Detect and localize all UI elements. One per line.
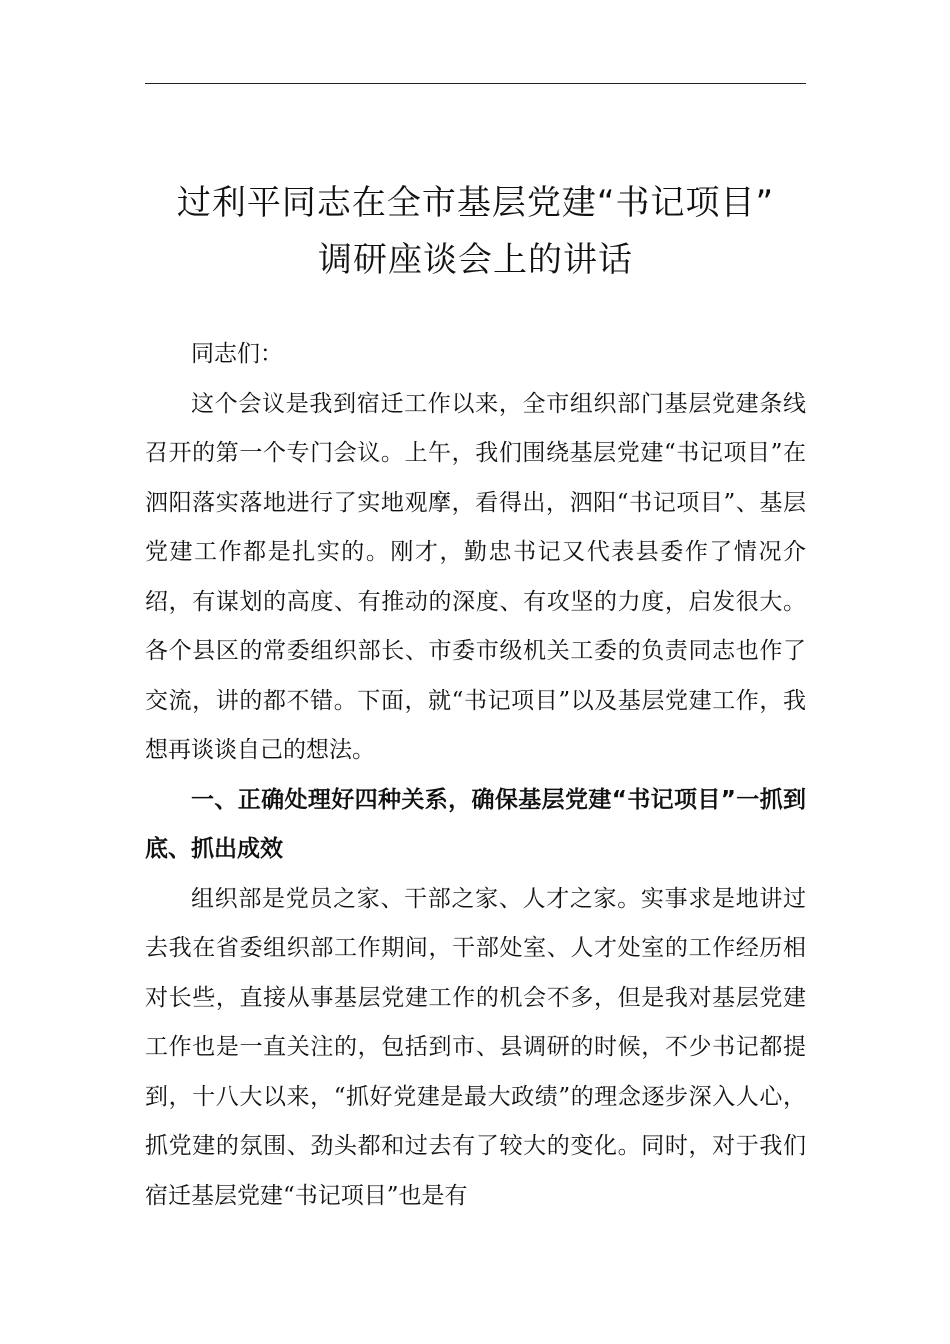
section-heading-1: 一、正确处理好四种关系，确保基层党建“书记项目”一抓到底、抓出成效 [145,786,806,862]
document-body [145,330,806,1221]
paragraph-1: 这个会议是我到宿迁工作以来，全市组织部门基层党建条线召开的第一个专门会议。上午，我们围绕基层党建“书记项目”在泗阳落实落地进行了实地观摩，看得出，泗阳“书记项目”、基层党建工作都是扎实的。刚才，勤忠书记又代表县委作了情况介绍，有谋划的高度、有推动的深度、有攻坚的力度，启发很大。各个县区的常委组织部长、市委市级机关工委的负责同志也作了交流，讲的都不错。下面，就“书记项目”以及基层党建工作，我想再谈谈自己的想法。 [145,390,806,763]
title-line-1: 过利平同志在全市基层党建“书记项目” [176,183,775,223]
header-rule [145,83,806,84]
title-line-2: 调研座谈会上的讲话 [318,240,633,280]
document-title [145,175,806,289]
paragraph-2: 组织部是党员之家、干部之家、人才之家。实事求是地讲过去我在省委组织部工作期间，干部处室、人才处室的工作经历相对长些，直接从事基层党建工作的机会不多，但是我对基层党建工作也是一直关注的，包括到市、县调研的时候，不少书记都提到，十八大以来，“抓好党建是最大政绩”的理念逐步深入人心，抓党建的氛围、劲头都和过去有了较大的变化。同时，对于我们宿迁基层党建“书记项目”也是有 [145,885,806,1209]
salutation: 同志们： [191,341,283,367]
